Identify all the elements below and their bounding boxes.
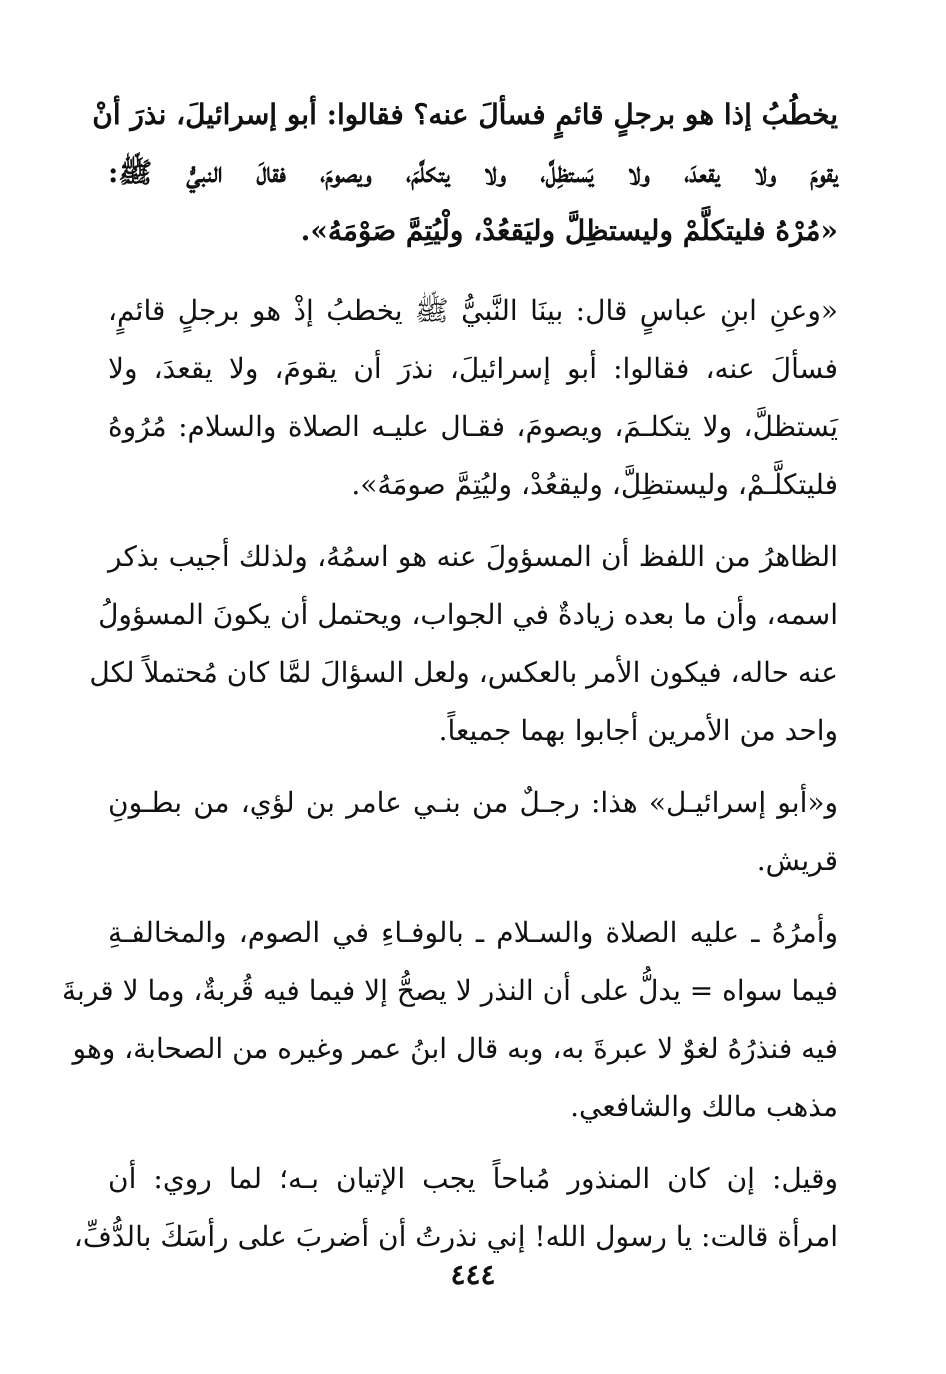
paragraph-5 [62, 904, 838, 1136]
text-line: فليتكلَّـمْ، وليستظِلَّ، وليقعُدْ، وليُتِمَّ صومَهُ». [351, 468, 838, 501]
text-line: مذهب مالك والشافعي. [570, 1090, 838, 1123]
text-line: وقيل: إن كان المنذور مُباحاً يجب الإتيان بـه؛ لما روي: أن [108, 1162, 838, 1195]
paragraph-6 [73, 1150, 838, 1266]
text-line: «مُرْهُ فليتكلَّمْ وليستظِلَّ وليَقعُدْ، ولْيُتِمَّ صَوْمَهُ». [300, 214, 838, 247]
paragraph-2 [108, 282, 838, 514]
text-line: واحد من الأمرين أجابوا بهما جميعاً. [438, 714, 838, 747]
page-body [62, 86, 838, 1266]
text-line: يَستظلَّ، ولا يتكلـمَ، ويصومَ، فقـال عليـه الصلاة والسلام: مُرُوهُ [108, 410, 838, 443]
text-line: فيه فنذرُهُ لغوٌ لا عبرةَ به، وبه قال ابنُ عمر وغيره من الصحابة، وهو [72, 1032, 838, 1065]
text-line: عنه حاله، فيكون الأمر بالعكس، ولعل السؤالَ لمَّا كان مُحتملاً لكل [89, 656, 838, 689]
text-line: و«أبو إسرائيـل» هذا: رجـلٌ من بنـي عامر بن لؤي، من بطـونِ [108, 786, 838, 819]
paragraph-3 [89, 528, 838, 760]
text-line: فسألَ عنه، فقالوا: أبو إسرائيلَ، نذرَ أن يقومَ، ولا يقعدَ، ولا [108, 352, 838, 385]
text-line: فيما سواه = يدلُّ على أن النذر لا يصحُّ إلا فيما فيه قُربةٌ، وما لا قربةَ [62, 974, 838, 1007]
text-line: الظاهرُ من اللفظ أن المسؤولَ عنه هو اسمُهُ، ولذلك أجيب بذكر [108, 540, 838, 573]
text-line: يخطُبُ إذا هو برجلٍ قائمٍ فسألَ عنه؟ فقالوا: أبو إسرائيلَ، نذرَ أنْ [92, 98, 838, 131]
text-line: وأمرُهُ ـ عليه الصلاة والسـلام ـ بالوفـاءِ في الصوم، والمخالفـةِ [108, 916, 838, 949]
text-line: اسمه، وأن ما بعده زيادةٌ في الجواب، ويحتمل أن يكونَ المسؤولُ [98, 598, 838, 631]
text-line: امرأة قالت: يا رسول الله! إني نذرتُ أن أضربَ على رأسَكَ بالدُّفِّ، [73, 1220, 838, 1253]
text-line: يقومَ ولا يقعدَ، ولا يَستظِلَّ، ولا يتكلَّمَ، ويصومَ، فقالَ النبيُّ ﷺ: [108, 156, 838, 189]
paragraph-4 [108, 774, 838, 890]
page-number: ٤٤٤ [450, 1258, 496, 1291]
text-line: «وعنِ ابنِ عباسٍ قال: بينَا النَّبيُّ ﷺ يخطبُ إذْ هو برجلٍ قائمٍ، [108, 294, 838, 327]
paragraph-1 [92, 86, 838, 260]
text-line: قريش. [756, 844, 838, 877]
